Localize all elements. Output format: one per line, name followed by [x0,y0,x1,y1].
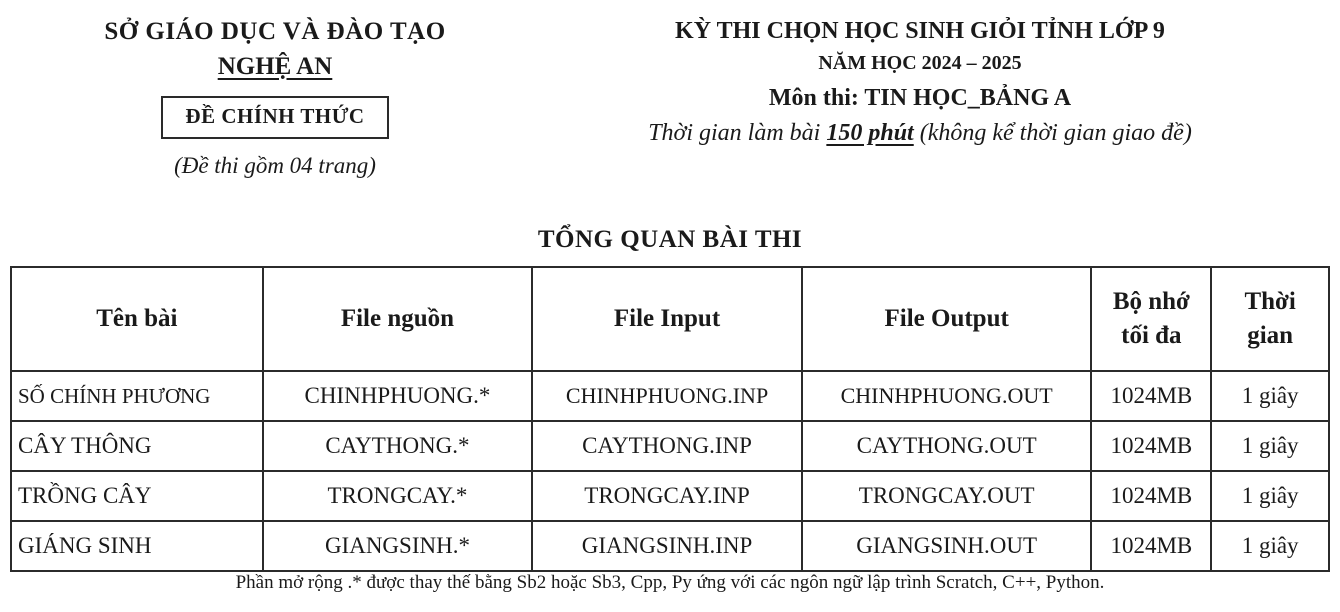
header-time-line1: Thời [1244,288,1296,315]
province-name: NGHỆ AN [217,53,333,80]
cell-time: 1 giây [1211,421,1329,471]
extension-footnote: Phần mở rộng .* được thay thế bằng Sb2 hoặc Sb3, Cpp, Py ứng với các ngôn ngữ lập trình Scratch, C++, Python. [235,572,1105,593]
cell-source-file: TRONGCAY.* [263,471,533,521]
overview-table [10,266,1330,572]
cell-time: 1 giây [1211,521,1329,571]
cell-source-file: GIANGSINH.* [263,521,533,571]
time-suffix: (không kể thời gian giao đề) [913,120,1192,146]
cell-memory: 1024MB [1091,471,1211,521]
time-prefix: Thời gian làm bài [648,120,827,146]
cell-task-name: TRỒNG CÂY [11,471,263,521]
header-memory-line2: tối đa [1121,322,1182,349]
overview-title: TỔNG QUAN BÀI THI [537,226,803,253]
cell-output-file: CHINHPHUONG.OUT [802,371,1092,421]
header-time-line2: gian [1247,322,1294,349]
cell-input-file: TRONGCAY.INP [532,471,802,521]
header-time [1211,267,1329,371]
table-row [11,521,1329,571]
exam-info-block [520,14,1320,150]
table-row [11,471,1329,521]
table-header-row [11,267,1329,371]
cell-input-file: CHINHPHUONG.INP [532,371,802,421]
exam-subject: Môn thi: TIN HỌC_BẢNG A [768,85,1072,111]
header-input-file: File Input [532,267,802,371]
cell-task-name: CÂY THÔNG [11,421,263,471]
cell-output-file: CAYTHONG.OUT [802,421,1092,471]
time-limit [520,116,1320,150]
table-row [11,371,1329,421]
cell-memory: 1024MB [1091,521,1211,571]
header-memory [1091,267,1211,371]
cell-output-file: TRONGCAY.OUT [802,471,1092,521]
pages-note: (Đề thi gồm 04 trang) [174,153,376,178]
cell-output-file: GIANGSINH.OUT [802,521,1092,571]
cell-source-file: CAYTHONG.* [263,421,533,471]
department-name: SỞ GIÁO DỤC VÀ ĐÀO TẠO [104,18,446,45]
header-output-file: File Output [802,267,1092,371]
time-value: 150 phút [826,120,914,146]
header-memory-line1: Bộ nhớ [1112,288,1190,315]
cell-memory: 1024MB [1091,421,1211,471]
cell-task-name: GIÁNG SINH [11,521,263,571]
cell-memory: 1024MB [1091,371,1211,421]
cell-source-file: CHINHPHUONG.* [263,371,533,421]
cell-task-name: SỐ CHÍNH PHƯƠNG [11,371,263,421]
cell-input-file: GIANGSINH.INP [532,521,802,571]
exam-title: KỲ THI CHỌN HỌC SINH GIỎI TỈNH LỚP 9 [675,18,1165,44]
cell-time: 1 giây [1211,371,1329,421]
issuer-block [40,14,510,179]
header-source-file: File nguồn [263,267,533,371]
cell-time: 1 giây [1211,471,1329,521]
header-task-name: Tên bài [11,267,263,371]
school-year: NĂM HỌC 2024 – 2025 [818,52,1022,74]
cell-input-file: CAYTHONG.INP [532,421,802,471]
official-badge: ĐỀ CHÍNH THỨC [161,96,388,139]
table-row [11,421,1329,471]
